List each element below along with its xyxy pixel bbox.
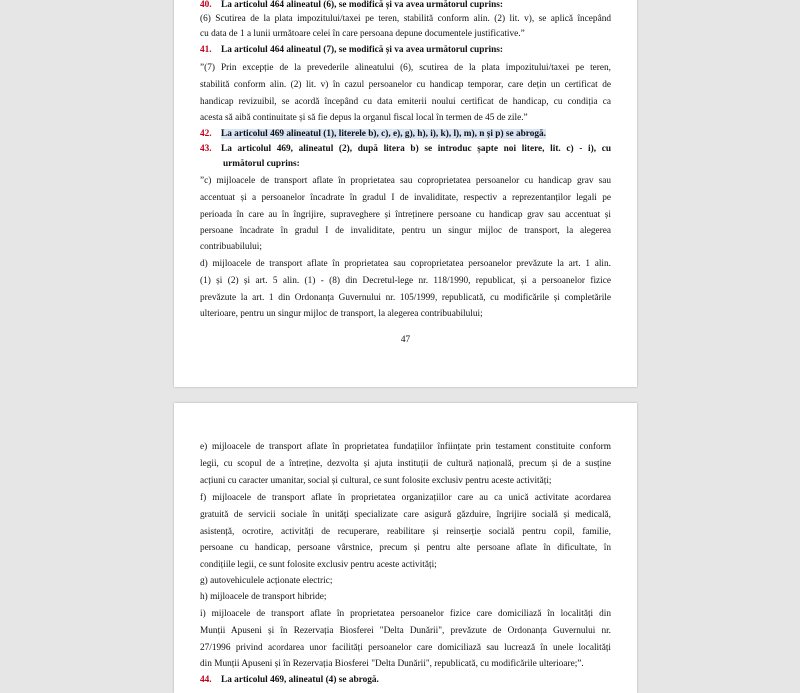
body-text-line: gratuită de servicii sociale în unități specializate care asigură găzduire, îngrijire socială și medicală,: [200, 510, 611, 520]
amendment-number: 42.: [200, 129, 212, 139]
body-text-line: condițiile legii, ce sunt folosite exclusiv pentru aceste activități;: [200, 560, 437, 570]
amendment-heading: La articolul 469, alineatul (2), după litera b) se introduc șapte noi litere, lit. c) - i), cu: [221, 144, 611, 154]
body-text-line: ”c) mijloacele de transport aflate în proprietatea sau coproprietatea persoanelor cu handicap grav sau: [200, 176, 611, 186]
amendment-40: [200, 0, 611, 11]
body-text-line: (6) Scutirea de la plata impozitului/taxei pe teren, stabilită conform alin. (2) lit. v), se aplică începând: [200, 14, 611, 24]
amendment-number: 44.: [200, 675, 212, 685]
document-page-47: [174, 0, 637, 387]
body-text-line: h) mijloacele de transport hibride;: [200, 592, 327, 602]
body-text-line: ”(7) Prin excepție de la prevederile alineatului (6), scutirea de la plata impozitului/taxei pe teren,: [200, 63, 611, 73]
body-text-line: f) mijloacele de transport aflate în proprietatea organizațiilor care au ca unică activitate acordarea: [200, 493, 611, 503]
body-text-line: acesta să aibă continuitate și să fie depus la organul fiscal local în termen de 45 de zile.”: [200, 113, 528, 123]
amendment-number: 40.: [200, 0, 212, 10]
body-text-line: ulterioare, pentru un singur mijloc de transport, la alegerea contribuabilului;: [200, 309, 483, 319]
body-text-line: Munții Apuseni și în Rezervația Biosferei "Delta Dunării", prevăzute de Ordonanța Guvernului nr.: [200, 626, 611, 636]
body-text-line: i) mijloacele de transport aflate în proprietatea persoanelor fizice care domiciliază în localități din: [200, 609, 611, 619]
amendment-heading-continuation: următorul cuprins:: [223, 159, 300, 169]
body-text-line: handicap revizuibil, se acordă începând cu data emiterii noului certificat de handicap, cu condiția ca: [200, 97, 611, 107]
body-text-line: persoane încadrate în gradul I de invaliditate, pentru un singur mijloc de transport, la alegerea: [200, 226, 611, 236]
amendment-44: [200, 675, 611, 686]
body-text-line: acțiuni cu caracter umanitar, social și cultural, ce sunt folosite exclusiv pentru aceste activități;: [200, 476, 552, 486]
body-text-line: e) mijloacele de transport aflate în proprietatea fundațiilor înființate prin testament constituite conform: [200, 442, 611, 452]
amendment-heading: La articolul 464 alineatul (7), se modifică și va avea următorul cuprins:: [221, 45, 503, 55]
body-text-line: g) autovehiculele acționate electric;: [200, 576, 333, 586]
body-text-line: d) mijloacele de transport aflate în proprietatea sau coproprietatea persoanelor prevăzute la art. 1 alin.: [200, 259, 611, 269]
body-text-line: prevăzute la art. 1 din Ordonanța Guvernului nr. 105/1999, republicată, cu modificările și completările: [200, 293, 611, 303]
amendment-heading: La articolul 469, alineatul (4) se abrogă.: [221, 675, 379, 685]
amendment-number: 43.: [200, 144, 212, 154]
body-text-line: din Munții Apuseni și în Rezervația Biosferei "Delta Dunării", republicată, cu modificările ulterioare;”.: [200, 659, 584, 669]
body-text-line: 27/1996 privind acordarea unor facilități persoanelor care domiciliază sau lucrează în unele localități: [200, 643, 611, 653]
body-text-line: legii, cu scopul de a întreține, dezvolta și ajuta instituții de cultură națională, precum și de a susține: [200, 459, 611, 469]
page-number: 47: [400, 335, 411, 345]
body-text-line: perioada în care au în îngrijire, supraveghere și întreținere persoane cu handicap grav sau accentuat și: [200, 210, 611, 220]
document-page-48: [174, 403, 637, 693]
amendment-41: [200, 45, 611, 56]
amendment-heading: La articolul 464 alineatul (6), se modifică și va avea următorul cuprins:: [221, 0, 503, 10]
body-text-line: contribuabilului;: [200, 242, 262, 252]
amendment-43: [200, 144, 611, 155]
amendment-number: 41.: [200, 45, 212, 55]
highlighted-amendment-heading[interactable]: La articolul 469 alineatul (1), literele b), c), e), g), h), i), k), l), m), n și p) se abrogă.: [221, 129, 547, 139]
body-text-line: stabilită conform alin. (2) lit. v) în cazul persoanelor cu handicap temporar, care dețin un certificat de: [200, 80, 611, 90]
body-text-line: accentuat și a persoanelor încadrate în gradul I de invaliditate, respectiv a reprezentanților legali pe: [200, 193, 611, 203]
body-text-line: (1) și (2) și art. 5 alin. (1) - (8) din Decretul-lege nr. 118/1990, republicat, și a persoanelor fizice: [200, 276, 611, 286]
body-text-line: asistență, ocrotire, activități de recuperare, reabilitare și reinserție socială pentru copil, familie,: [200, 527, 611, 537]
body-text-line: cu data de 1 a lunii următoare celei în care persoana depune documentele justificative.”: [200, 29, 525, 39]
body-text-line: persoane cu handicap, persoane vârstnice, precum și pentru alte persoane aflate în dificultate, în: [200, 543, 611, 553]
amendment-42: [200, 129, 611, 140]
